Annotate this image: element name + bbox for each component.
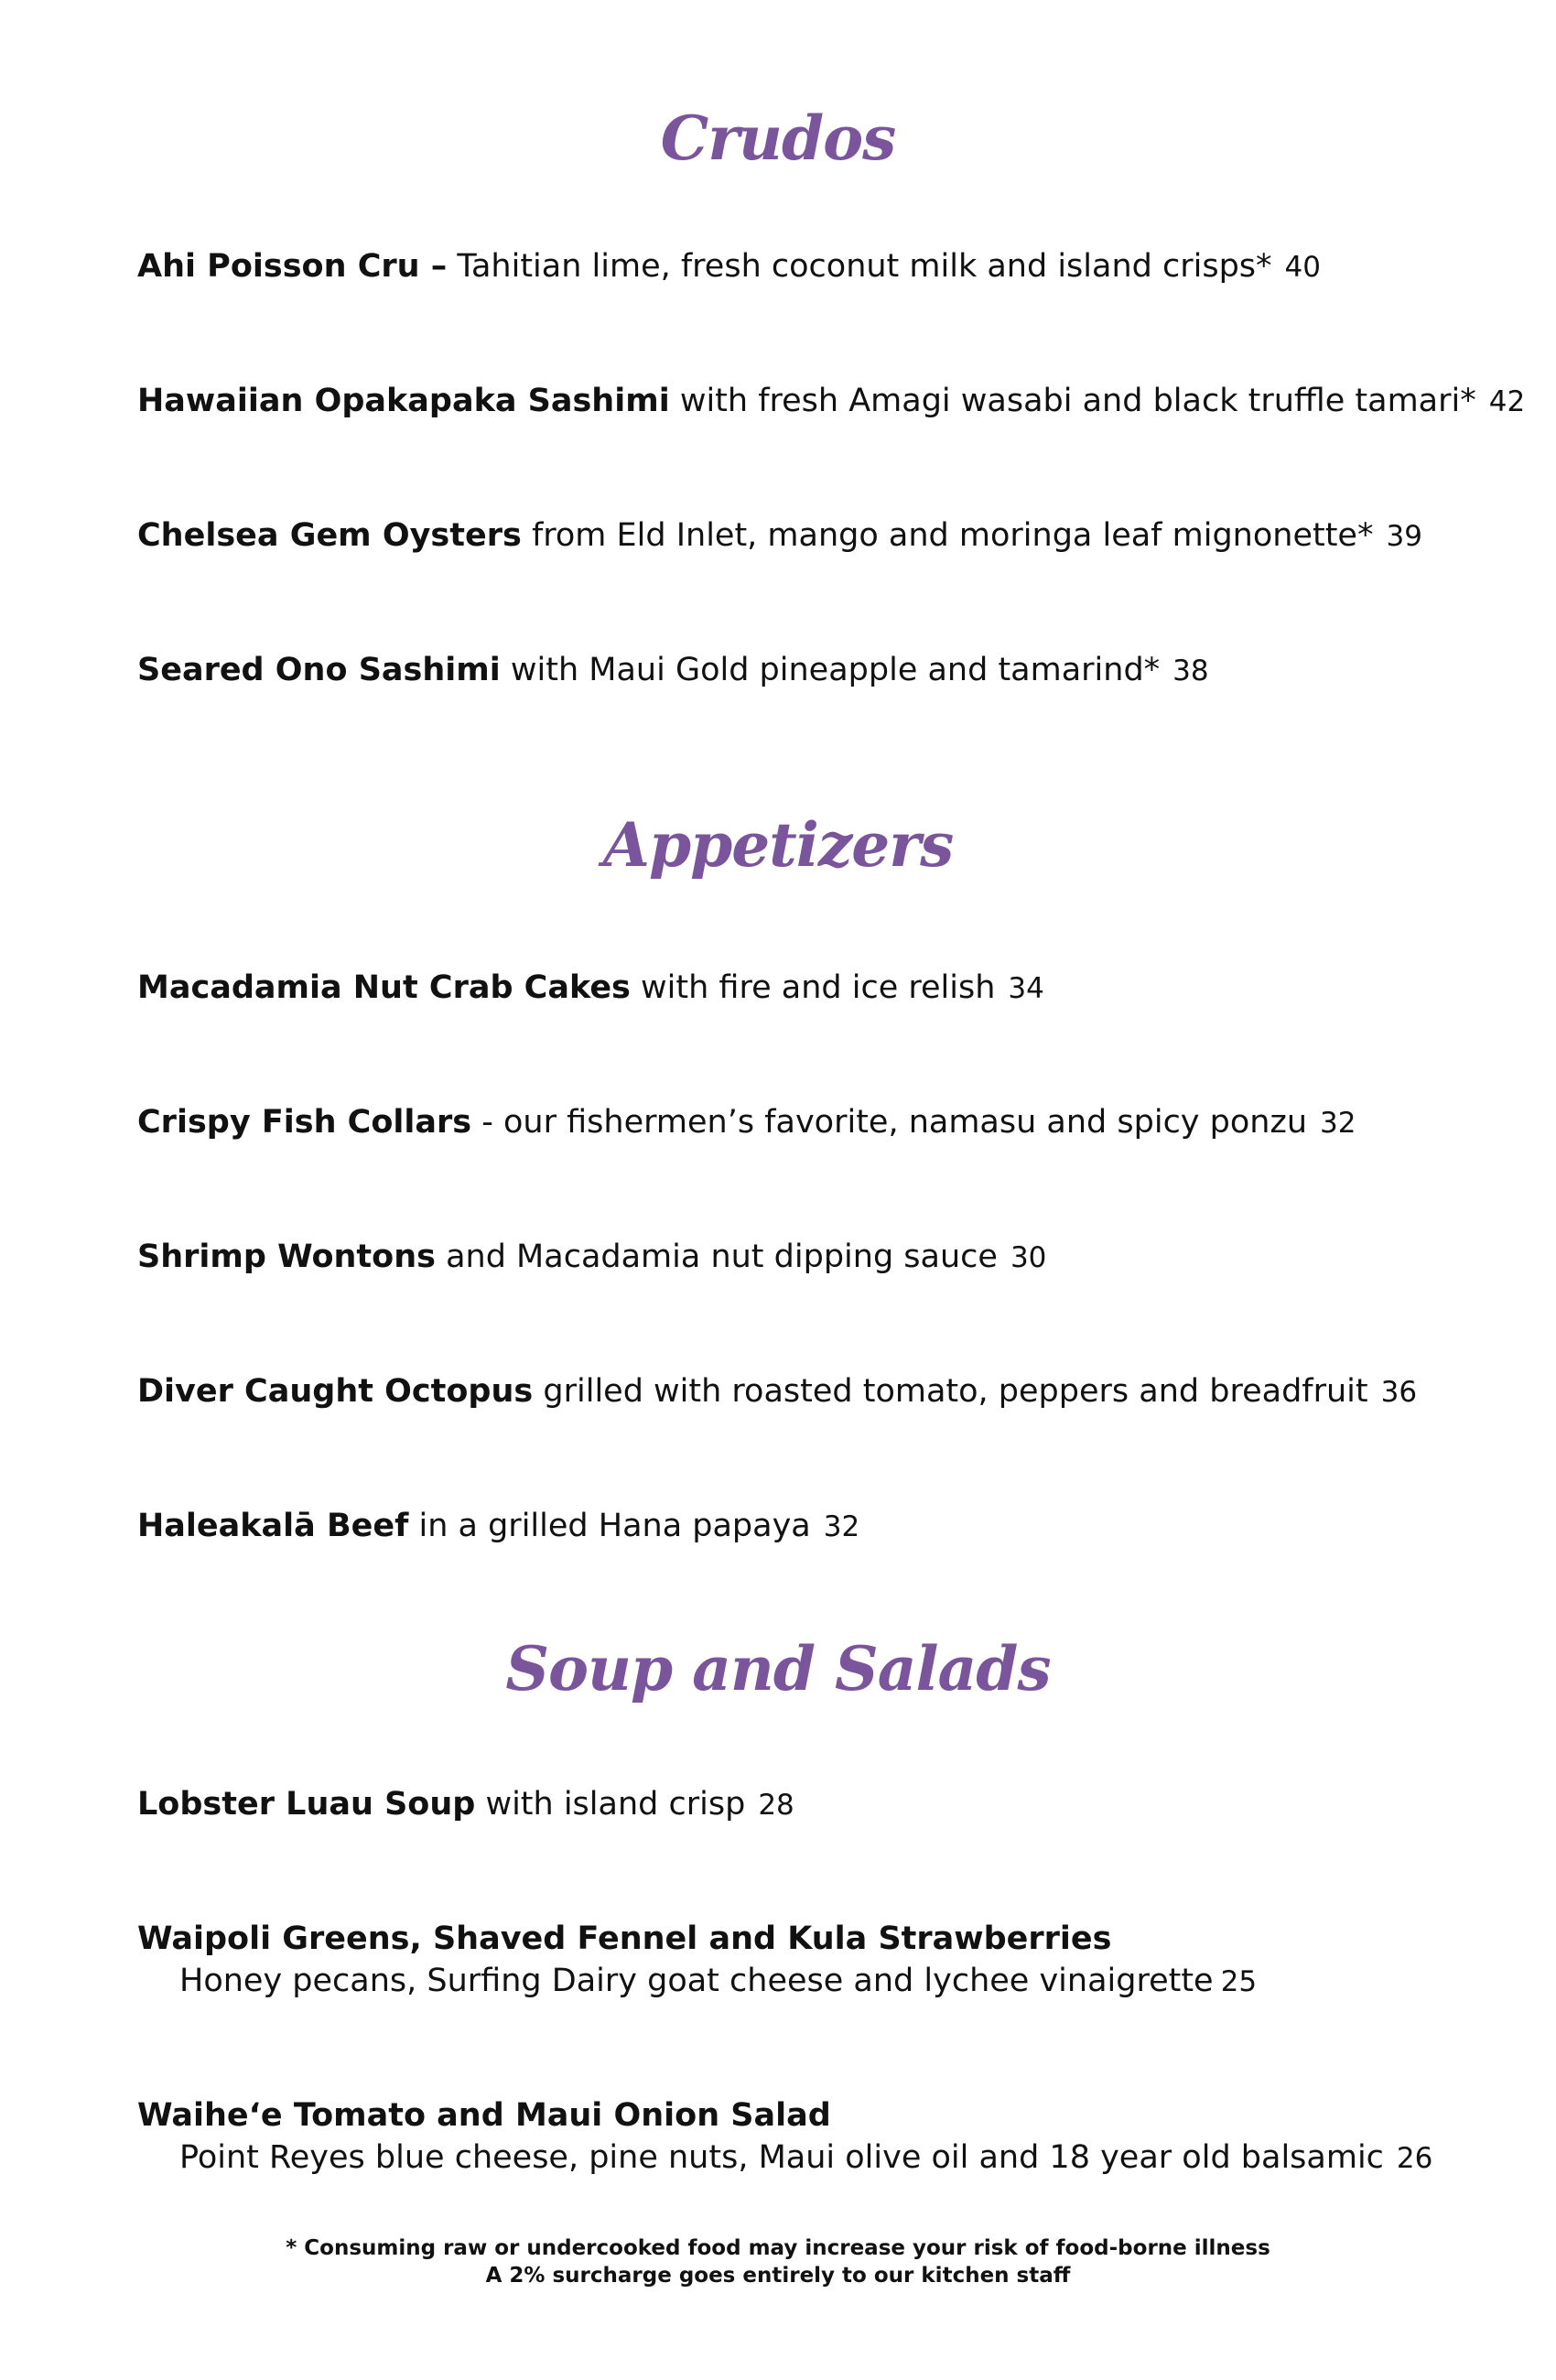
item-name: Seared Ono Sashimi [137,652,501,688]
item-price: 32 [823,1510,860,1543]
menu-item [137,1920,1510,2000]
item-name: Hawaiian Opakapaka Sashimi [137,383,670,419]
item-price: 40 [1284,251,1321,284]
item-subline [179,1962,1510,2000]
item-description: grilled with roasted tomato, peppers and breadfruit [543,1373,1368,1410]
item-description: Honey pecans, Surfing Dairy goat cheese and lychee vinaigrette [179,1963,1214,1999]
item-price: 30 [1010,1241,1047,1274]
footnote [0,2235,1556,2290]
item-price: 28 [758,1789,794,1822]
item-description: with fresh Amagi wasabi and black truffle tamari* [679,383,1476,419]
section-title-crudos: Crudos [660,103,896,174]
section-title-appetizers: Appetizers [602,809,954,881]
item-name: Crispy Fish Collars [137,1104,472,1141]
menu-item [137,1238,1510,1276]
menu-item [137,1372,1510,1411]
menu-item [137,1785,1510,1823]
item-description: Tahitian lime, fresh coconut milk and island crisps* [457,248,1272,285]
item-description: Point Reyes blue cheese, pine nuts, Maui olive oil and 18 year old balsamic [179,2139,1384,2176]
footnote-surcharge: A 2% surcharge goes entirely to our kitchen staff [485,2263,1071,2288]
item-price: 42 [1488,385,1526,418]
item-description: with Maui Gold pineapple and tamarind* [510,652,1161,688]
item-name: Shrimp Wontons [137,1239,436,1275]
menu-item [137,382,1526,420]
item-name: Ahi Poisson Cru – [137,248,448,285]
item-price: 25 [1220,1965,1258,1998]
menu-item [137,2096,1510,2177]
item-name: Lobster Luau Soup [137,1786,476,1823]
menu-item [137,1507,1510,1545]
item-description: in a grilled Hana papaya [418,1508,811,1544]
item-price: 34 [1008,972,1044,1005]
section-title-soup-and-salads: Soup and Salads [505,1633,1051,1704]
footnote-raw-food-warning: * Consuming raw or undercooked food may increase your risk of food-borne illness [286,2236,1270,2260]
item-name: Diver Caught Octopus [137,1373,534,1410]
item-description: with island crisp [485,1786,746,1823]
menu-item [137,516,1510,555]
item-price: 38 [1172,654,1209,687]
item-price: 39 [1386,520,1422,553]
menu-item [137,968,1510,1007]
item-subline [179,2138,1510,2177]
item-description: and Macadamia nut dipping sauce [446,1239,998,1275]
item-name: Chelsea Gem Oysters [137,517,522,554]
menu-item [137,1103,1510,1141]
item-price: 36 [1380,1376,1418,1409]
item-description: - our fishermen’s favorite, namasu and spicy ponzu [481,1104,1308,1141]
item-name: Waihe‘e Tomato and Maui Onion Salad [137,2097,831,2134]
item-description: from Eld Inlet, mango and moringa leaf mignonette* [531,517,1374,554]
menu-item [137,247,1510,286]
item-name: Haleakalā Beef [137,1508,409,1544]
item-price: 32 [1320,1107,1356,1140]
item-name: Waipoli Greens, Shaved Fennel and Kula Strawberries [137,1920,1112,1957]
item-name: Macadamia Nut Crab Cakes [137,969,631,1006]
item-price: 26 [1396,2142,1433,2175]
item-description: with fire and ice relish [641,969,996,1006]
menu-item [137,651,1510,689]
